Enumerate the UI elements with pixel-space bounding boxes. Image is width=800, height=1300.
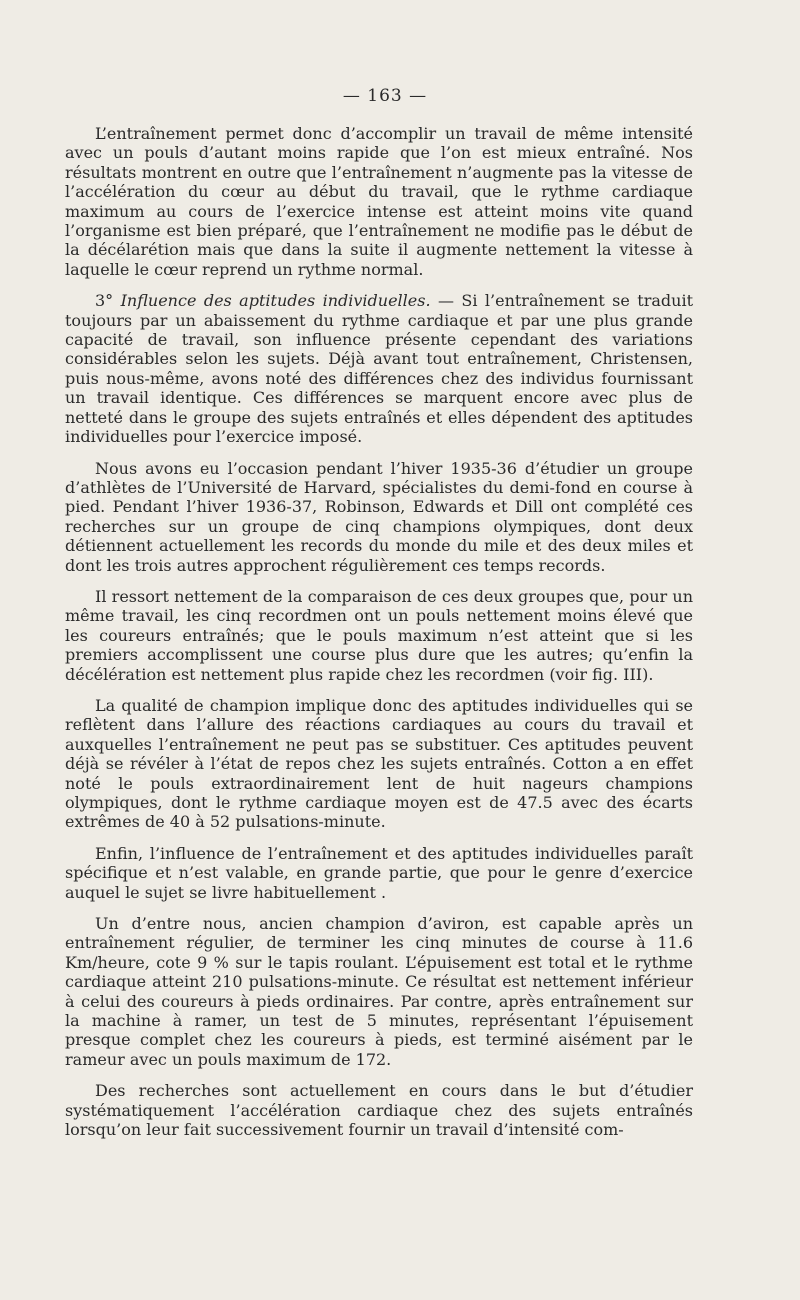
paragraph-2-text: — Si l’entraînement se traduit toujours par un abaissement du rythme cardiaque et par une plus grande capacité de travail, son influence présente cependant des variations considérables selon les sujets. Déjà avant tout entraînement, Christensen, puis nous-même, avons noté des différences chez des individus fournissant un travail identique. Ces différences se marquent encore avec plus de netteté dans le groupe des sujets entraînés et elles dépendent des aptitudes individuelles pour l’exercice imposé. [65,291,693,447]
body-text [65,124,693,1152]
page-number: — 163 — [342,86,428,106]
section-heading: Influence des aptitudes individuelles. [120,291,431,311]
paragraph-5: La qualité de champion implique donc des aptitudes individuelles qui se reflètent dans l’allure des réactions cardiaques au cours du travail et auxquelles l’entraînement ne peut pas se substituer. Ces aptitudes peuvent déjà se révéler à l’état de repos chez les sujets entraînés. Cotton a en effet noté le pouls extraordinairement lent de huit nageurs champions olympiques, dont le rythme cardiaque moyen est de 47.5 avec des écarts extrêmes de 40 à 52 pulsations-minute. [65,695,693,832]
paragraph-6: Enfin, l’influence de l’entraînement et des aptitudes individuelles paraît spécifique et n’est valable, en grande partie, que pour le genre d’exercice auquel le sujet se livre habituellement . [65,843,693,902]
paragraph-3: Nous avons eu l’occasion pendant l’hiver 1935-36 d’étudier un groupe d’athlètes de l’Université de Harvard, spécialistes du demi-fond en course à pied. Pendant l’hiver 1936-37, Robinson, Edwards et Dill ont complété ces recherches sur un groupe de cinq champions olympiques, dont deux détiennent actuellement les records du monde du mile et des deux miles et dont les trois autres approchent régulièrement ces temps records. [65,458,693,575]
paragraph-2 [65,291,693,446]
paragraph-1: L’entraînement permet donc d’accomplir un travail de même intensité avec un pouls d’autant moins rapide que l’on est mieux entraîné. Nos résultats montrent en outre que l’entraînement n’augmente pas la vitesse de l’accélération du cœur au début du travail, que le rythme cardiaque maximum au cours de l’exercice intense est atteint moins vite quand l’organisme est bien préparé, que l’entraînement ne modifie pas le début de la décélarétion mais que dans la suite il augmente nettement la vitesse à laquelle le cœur reprend un rythme normal. [65,124,693,279]
paragraph-8: Des recherches sont actuellement en cours dans le but d’étudier systématiquement l’accélération cardiaque chez des sujets entraînés lorsqu’on leur fait successivement fournir un travail d’intensité com- [65,1081,693,1140]
section-number: 3° [95,291,121,311]
paragraph-4: Il ressort nettement de la comparaison de ces deux groupes que, pour un même travail, les cinq recordmen ont un pouls nettement moins élevé que les coureurs entraînés; que le pouls maximum n’est atteint que si les premiers accomplissent une course plus dure que les autres; qu’enfin la décélération est nettement plus rapide chez les recordmen (voir fig. III). [65,586,693,684]
paragraph-7: Un d’entre nous, ancien champion d’aviron, est capable après un entraînement régulier, de terminer les cinq minutes de course à 11.6 Km/heure, cote 9 % sur le tapis roulant. L’épuisement est total et le rythme cardiaque atteint 210 pulsations-minute. Ce résultat est nettement inférieur à celui des coureurs à pieds ordinaires. Par contre, après entraînement sur la machine à ramer, un test de 5 minutes, représentant l’épuisement presque complet chez les coureurs à pieds, est terminé aisément par le rameur avec un pouls maximum de 172. [65,914,693,1069]
